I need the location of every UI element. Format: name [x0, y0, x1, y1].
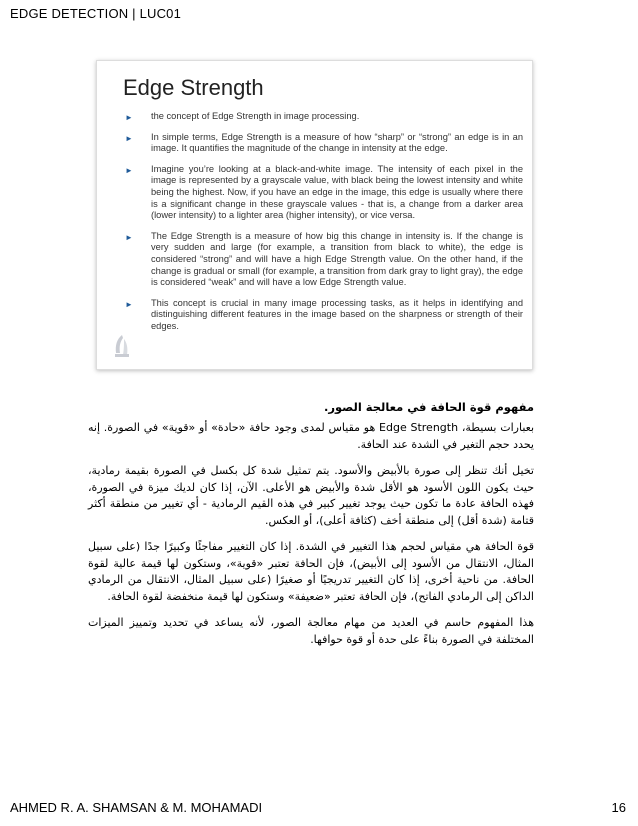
slide-bullet-text: Imagine you’re looking at a black-and-white image. The intensity of each pixel in the image is represented by a grayscale value, with black being the lowest intensity and white being the highest. Now, if you have an edge in the image, this edge is usually where there is a significant change in these grayscale values - that is, a change from a darker area (lower intensity) to a lighter area (higher intensity), or vice versa. — [151, 163, 523, 221]
arabic-paragraph: قوة الحافة هي مقياس لحجم هذا التغيير في الشدة. إذا كان التغيير مفاجئًا وكبيرًا جدًا (على سبيل المثال، الانتقال من الأسود إلى الأبيض)، فإن الحافة تعتبر «قوية»، وستكون لها قيمة عالية لقوة الحافة. من ناحية أخرى، إذا كان التغيير تدريجيًا أو صغيرًا (على سبيل المثال، الانتقال من الرمادي الداكن إلى الرمادي الفاتح)، فإن الحافة تعتبر «ضعيفة» وستكون لها قيمة منخفضة لقوة الحافة. — [88, 540, 534, 603]
footer-authors: AHMED R. A. SHAMSAN & M. MOHAMADI — [10, 800, 263, 815]
page-number: 16 — [611, 800, 626, 815]
arabic-section-title: مفهوم قوة الحافة في معالجة الصور. — [323, 400, 534, 414]
slide-bullet-text: This concept is crucial in many image processing tasks, as it helps in identifying and distinguishing different features in the image based on the sharpness or strength of their edges. — [151, 297, 523, 331]
slide-bullet-text: In simple terms, Edge Strength is a measure of how “sharp” or “strong” an edge is in an image. It quantifies the magnitude of the change in intensity at the edge. — [151, 131, 523, 154]
slide-image — [96, 60, 533, 370]
arrow-right-icon: ► — [125, 113, 133, 122]
slide-title: Edge Strength — [123, 75, 264, 100]
arabic-body — [88, 420, 534, 658]
arabic-paragraph: هذا المفهوم حاسم في العديد من مهام معالجة الصور، لأنه يساعد في تحديد وتمييز الميزات المختلفة في الصورة بناءً على حدة أو قوة حوافها. — [88, 616, 534, 646]
arrow-right-icon: ► — [125, 299, 133, 309]
slide-bullet — [111, 111, 523, 123]
slide-bullet — [111, 164, 523, 222]
arabic-paragraph: تخيل أنك تنظر إلى صورة بالأبيض والأسود. يتم تمثيل شدة كل بكسل في الصورة بقيمة رمادية، حيث يكون اللون الأسود هو الأقل شدة والأبيض هو الأعلى. الآن، إذا كان لديك ميزة في الصورة، فهذه الحافة عادة ما تكون حيث يوجد تغيير كبير في هذه القيم الرمادية - أي تغيير من منطقة أكثر قتامة (شدة أقل) إلى منطقة أخف (كثافة أعلى)، أو العكس. — [88, 464, 534, 527]
arrow-right-icon: ► — [125, 133, 133, 143]
slide-bullet — [111, 132, 523, 155]
slide-bullet-text: the concept of Edge Strength in image processing. — [151, 111, 360, 121]
page-header: EDGE DETECTION | LUC01 — [10, 6, 182, 21]
arrow-right-icon: ► — [125, 232, 133, 242]
arabic-paragraph: بعبارات بسيطة، Edge Strength هو مقياس لمدى وجود حافة «حادة» أو «قوية» في الصورة. إنه يحدد حجم التغير في الشدة عند الحافة. — [88, 421, 535, 451]
slide-bullet — [111, 231, 523, 289]
slide-bullet — [111, 298, 523, 333]
university-logo-icon — [111, 333, 133, 359]
slide-bullet-text: The Edge Strength is a measure of how big this change in intensity is. If the change is very sudden and large (for example, a transition from black to white), the edge is considered “strong” and will have a high Edge Strength value. On the other hand, if the change is gradual or small (for example, a transition from dark gray to light gray), the edge is considered “weak” and will have a low Edge Strength value. — [151, 230, 523, 288]
slide-bullet-list — [111, 111, 523, 342]
arrow-right-icon: ► — [125, 165, 133, 175]
